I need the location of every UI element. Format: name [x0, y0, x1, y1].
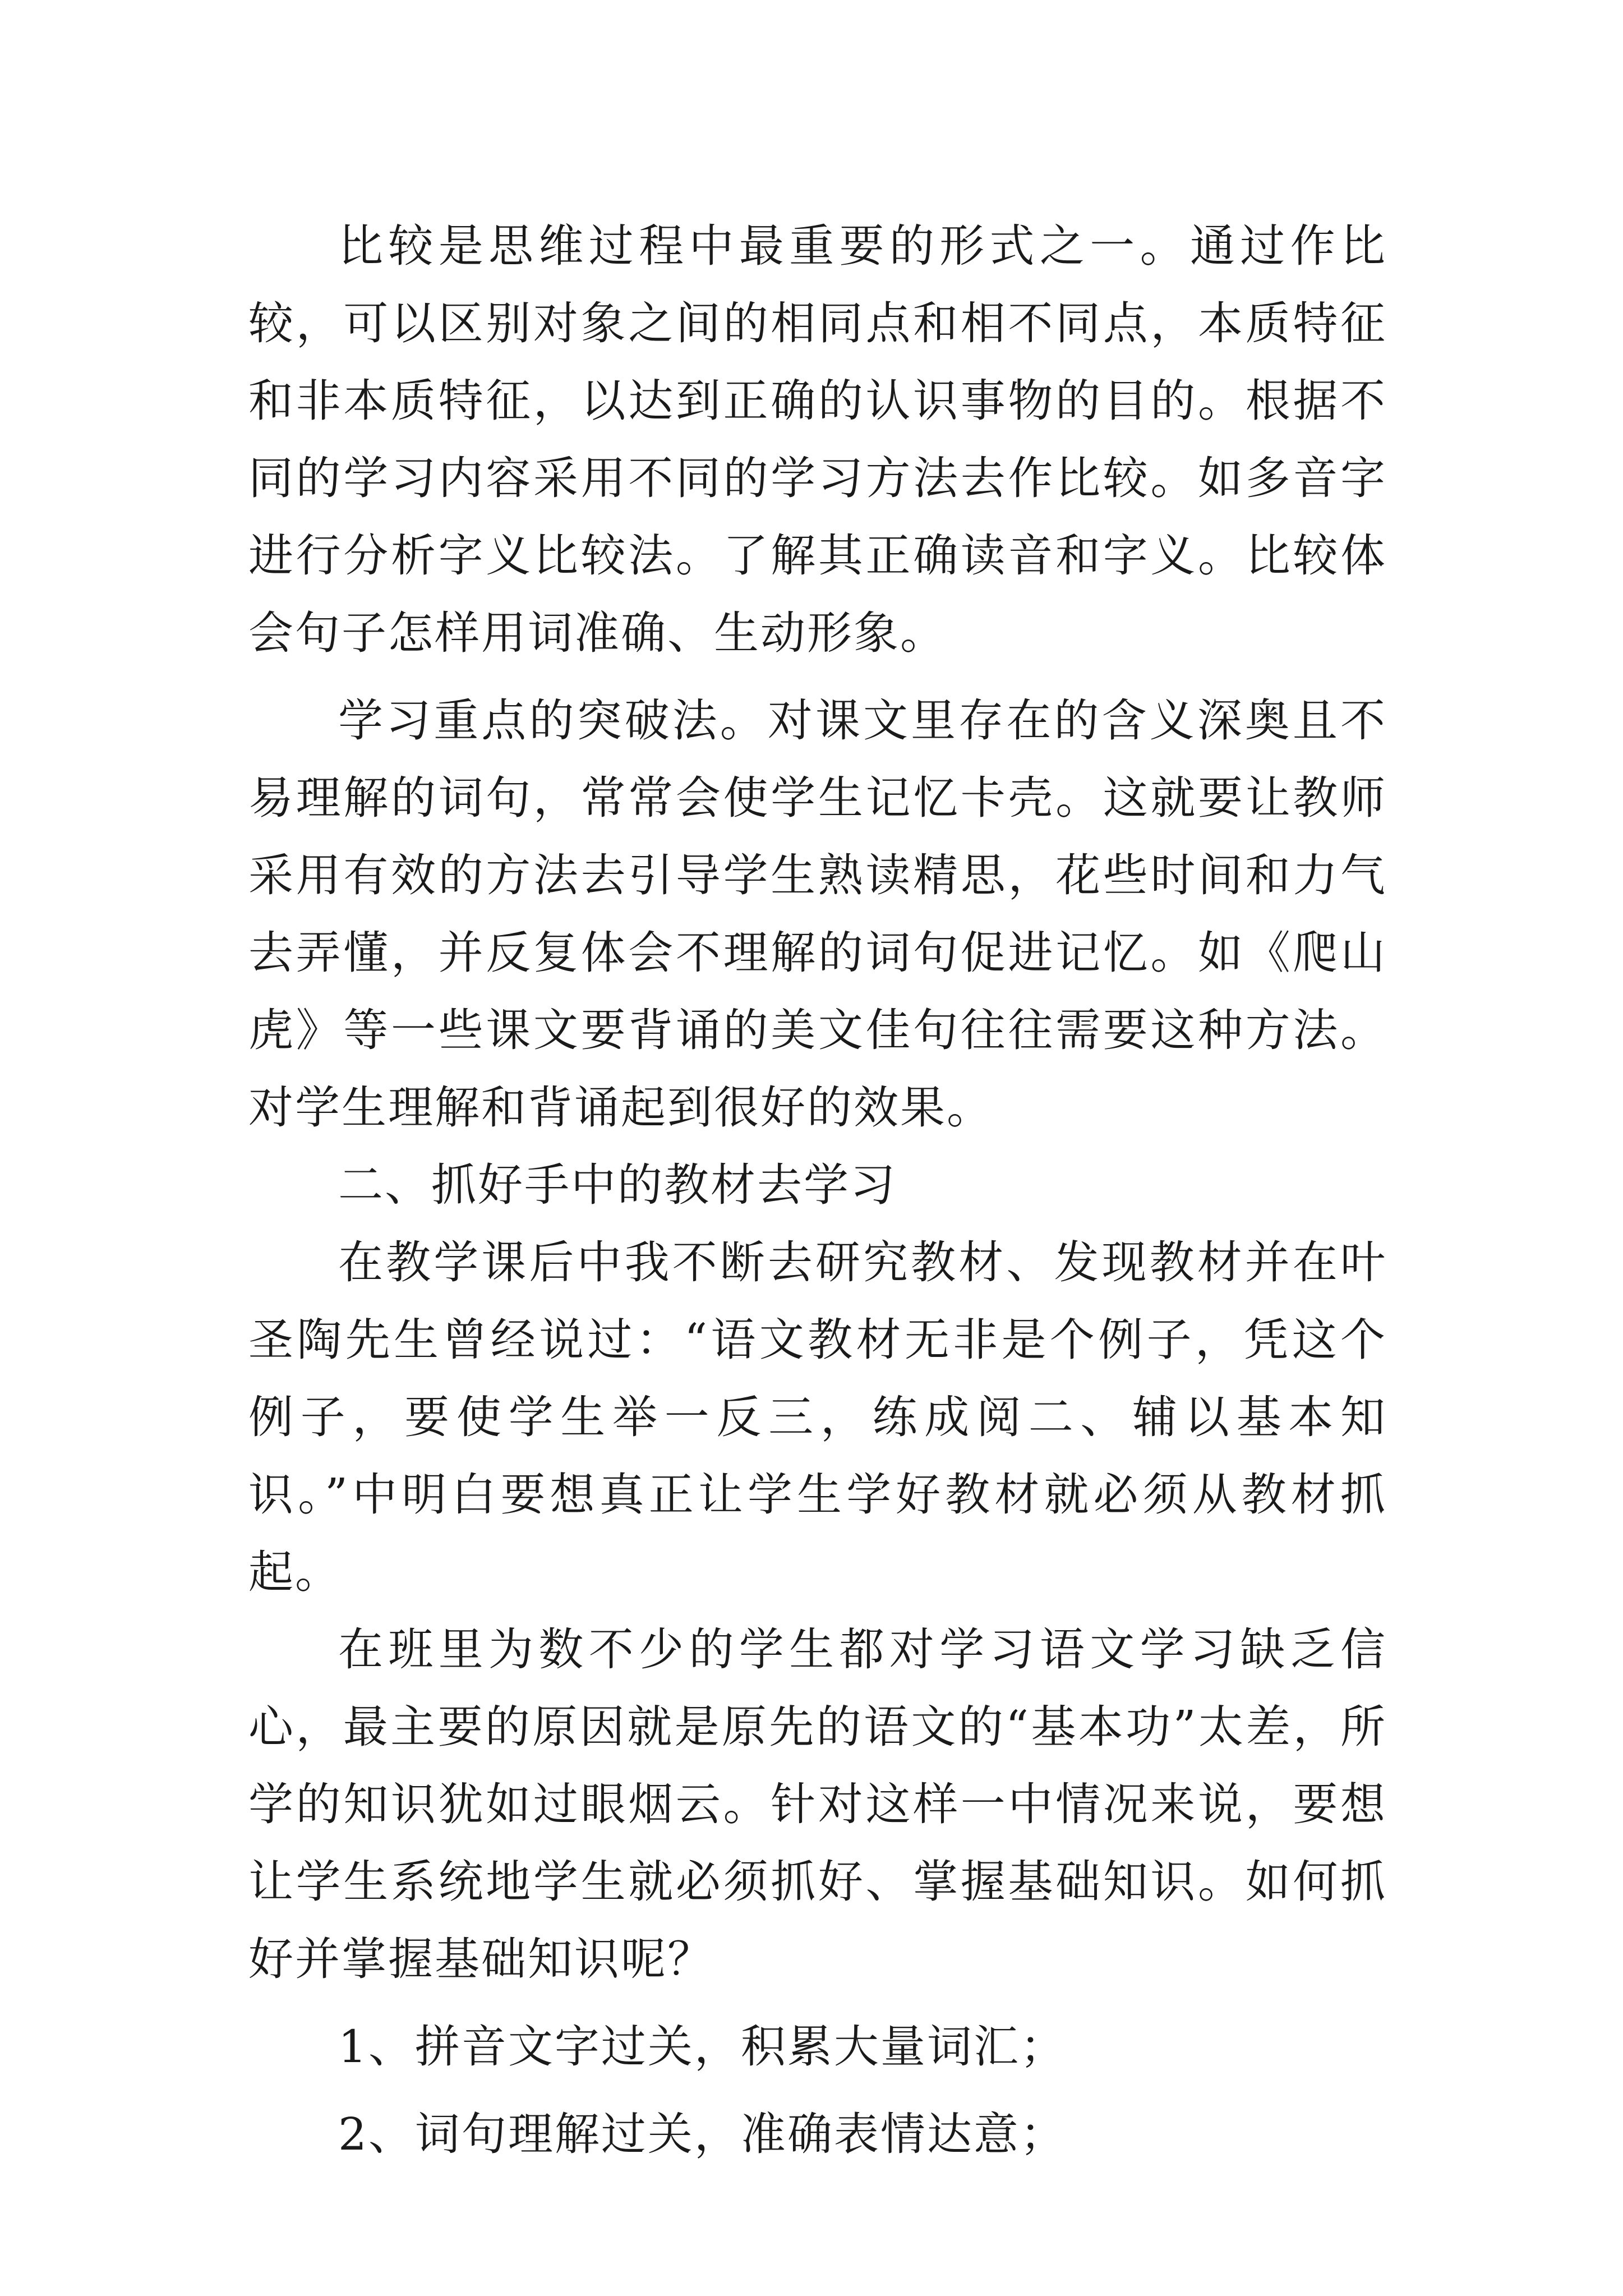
paragraph-comparison-method: 比较是思维过程中最重要的形式之一。通过作比较，可以区别对象之间的相同点和相不同点，本质特征和非本质特征，以达到正确的认识事物的目的。根据不同的学习内容采用不同的学习方法去作比较。如多音字进行分析字义比较法。了解其正确读音和字义。比较体会句子怎样用词准确、生动形象。: [248, 220, 1387, 659]
list-item-pinyin: 1、拼音文字过关，积累大量词汇；: [338, 2021, 1067, 2073]
document-body: [248, 208, 1387, 2173]
paragraph-key-point-breakthrough: 学习重点的突破法。对课文里存在的含义深奥且不易理解的词句，常常会使学生记忆卡壳。这就要让教师采用有效的方法去引导学生熟读精思，花些时间和力气去弄懂，并反复体会不理解的词句促进记忆。如《爬山虎》等一些课文要背诵的美文佳句往往需要这种方法。对学生理解和背诵起到很好的效果。: [248, 694, 1387, 1134]
section-heading-textbook: 二、抓好手中的教材去学习: [338, 1159, 897, 1211]
list-item-sentence-understanding: 2、词句理解过关，准确表情达意；: [338, 2108, 1067, 2160]
paragraph-textbook-research: 在教学课后中我不断去研究教材、发现教材并在叶圣陶先生曾经说过：“语文教材无非是个例子，凭这个例子，要使学生举一反三，练成阅二、辅以基本知识。”中明白要想真正让学生学好教材就必须从教材抓起。: [248, 1236, 1387, 1598]
paragraph-basic-knowledge: 在班里为数不少的学生都对学习语文学习缺乏信心，最主要的原因就是原先的语文的“基本功”太差，所学的知识犹如过眼烟云。针对这样一中情况来说，要想让学生系统地学生就必须抓好、掌握基础知识。如何抓好并掌握基础知识呢？: [248, 1623, 1387, 1985]
